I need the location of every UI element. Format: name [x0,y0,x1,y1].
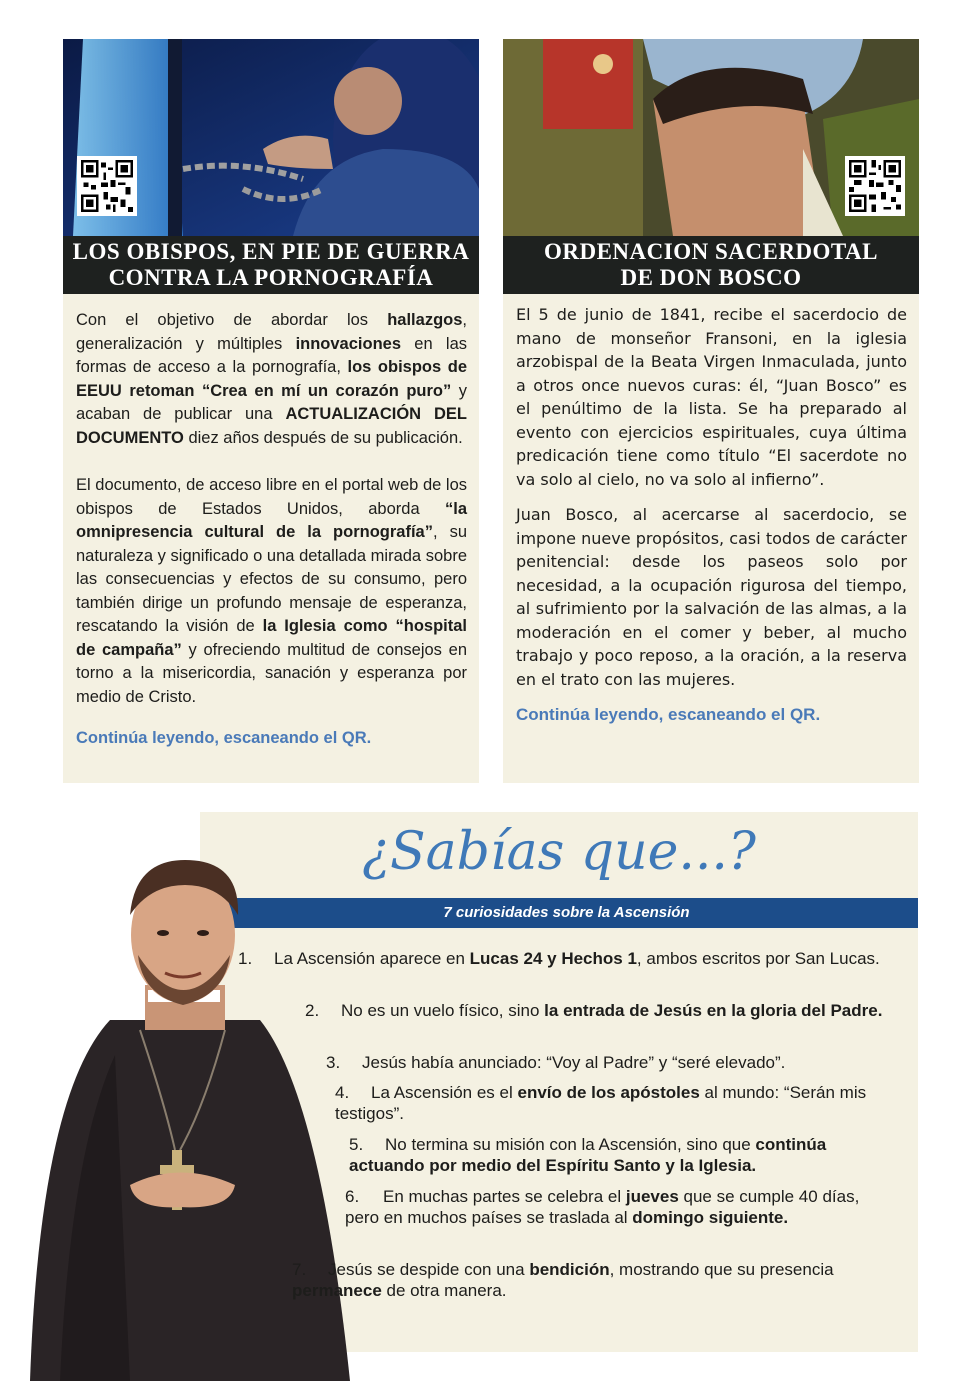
paragraph: El 5 de junio de 1841, recibe el sacerdocio de mano de monseñor Fransoni, en la iglesia arzobispal de la Beata Virgen Inmaculada, junto a otros once nuevos curas: él, “Juan Bosco” es el penúltimo de la lista. Se ha preparado al evento con ejercicios espirituales, cuya última predicación tiene como título “El sacerdote no va solo al cielo, no va solo al infierno”. [516,305,907,489]
bold-text: bendición [529,1260,610,1279]
text-run: , generalización y múltiples [76,311,467,353]
list-text [341,1001,882,1020]
text-run: No termina su misión con la Ascensión, sino que [385,1135,756,1154]
list-item [305,1000,885,1021]
left-article-card [63,39,479,783]
right-article-body [516,303,907,727]
list-text [349,1135,826,1175]
list-number: 6. [345,1187,360,1206]
text-run: La Ascensión aparece en [274,949,470,968]
list-item [345,1186,875,1228]
list-item [349,1134,894,1176]
text-run: No es un vuelo físico, sino [341,1001,545,1020]
right-article-card [503,39,919,783]
text-run: Con el objetivo de abordar los [76,311,388,329]
bold-text: jueves [625,1187,679,1206]
bold-text: la Iglesia como “hospital de campaña” [76,617,467,659]
text-run: La Ascensión es el [371,1083,518,1102]
list-number: 5. [349,1135,364,1154]
paragraph [76,474,467,709]
text-run: , mostrando que su presencia [609,1260,834,1279]
text-run: , ambos escritos por San Lucas. [636,949,880,968]
bold-text: innovaciones [295,334,402,353]
list-item [238,948,888,969]
paragraph [76,309,467,450]
text-run: en las formas de acceso a la pornografía, [76,334,467,376]
list-number: 7. [292,1260,307,1279]
text-run: y acaban de publicar una [76,381,467,423]
continue-reading-link[interactable]: Continúa leyendo, escaneando el QR. [516,705,821,724]
title-line: ORDENACION SACERDOTAL [543,239,879,264]
list-text [292,1260,834,1300]
paragraph: Juan Bosco, al acercarse al sacerdocio, se impone nueve propósitos, casi todos de carácter penitencial: desde los paseos solo por necesidad, a la ocupación rigurosa del tiempo, al sufrimiento por la salvación de las almas, a la moderación en el comer y beber, al mucho trabajo y poco reposo, a la oración, a la reserva en el trato con las mujeres. [516,505,907,689]
qr-code-icon[interactable] [845,156,905,216]
text-run: El documento, de acceso libre en el portal web de los obispos de Estados Unidos, aborda [76,476,467,518]
sabias-que-title: ¿Sabías que...? [362,822,756,882]
text-run: y ofreciendo multitud de consejos en torno a la misericordia, sanación y esperanza por medio de Cristo. [76,640,467,706]
text-run: de otra manera. [381,1281,507,1300]
left-article-title [63,236,479,294]
list-number: 4. [335,1083,350,1102]
list-text [362,1053,785,1072]
text-run: Jesús había anunciado: “Voy al Padre” y “seré elevado”. [362,1053,786,1072]
curiosidades-subtitle: 7 curiosidades sobre la Ascensión [215,898,918,928]
list-text [335,1083,866,1123]
bold-text: continúa actuando por medio del Espíritu Santo y la Iglesia. [349,1135,827,1175]
bold-text: Lucas 24 y Hechos 1 [469,949,637,968]
qr-code-icon[interactable] [77,156,137,216]
list-item [326,1052,906,1073]
list-text [345,1187,859,1227]
list-item [292,1259,902,1301]
bold-text: envío de los apóstoles [517,1083,700,1102]
title-line: LOS OBISPOS, EN PIE DE GUERRA [72,239,470,264]
text-run: Jesús se despide con una [328,1260,530,1279]
bold-text: permanece [292,1281,382,1300]
title-line: CONTRA LA PORNOGRAFÍA [108,265,434,290]
text-run: , su naturaleza y significado o una detallada mirada sobre las consecuencias y efectos de su consumo, pero también dirige un profundo mensaje de esperanza, rescatando la visión de [76,523,467,635]
don-bosco-ordination-painting [503,39,919,236]
list-number: 2. [305,1001,320,1020]
bold-text: los obispos de EEUU retoman “Crea en mí un corazón puro” [76,358,467,400]
priest-illustration [20,855,350,1381]
list-item [335,1082,895,1124]
text-run: que se cumple 40 días, pero en muchos países se traslada al [345,1187,860,1227]
bold-text: hallazgos [387,311,463,329]
bold-text: ACTUALIZACIÓN DEL DOCUMENTO [76,405,467,447]
text-run: En muchas partes se celebra el [383,1187,626,1206]
bold-text: domingo siguiente. [632,1208,789,1227]
right-article-title [503,236,919,294]
list-number: 1. [238,949,253,968]
list-number: 3. [326,1053,341,1072]
title-line: DE DON BOSCO [620,265,802,290]
left-article-body [76,309,467,751]
man-chained-computer-photo [63,39,479,236]
list-text [274,949,880,968]
bold-text: “la omnipresencia cultural de la pornografía” [76,499,467,541]
bold-text: la entrada de Jesús en la gloria del Padre. [544,1001,883,1020]
text-run: al mundo: “Serán mis testigos”. [335,1083,867,1123]
continue-reading-link[interactable]: Continúa leyendo, escaneando el QR. [76,729,372,747]
text-run: diez años después de su publicación. [183,428,463,447]
